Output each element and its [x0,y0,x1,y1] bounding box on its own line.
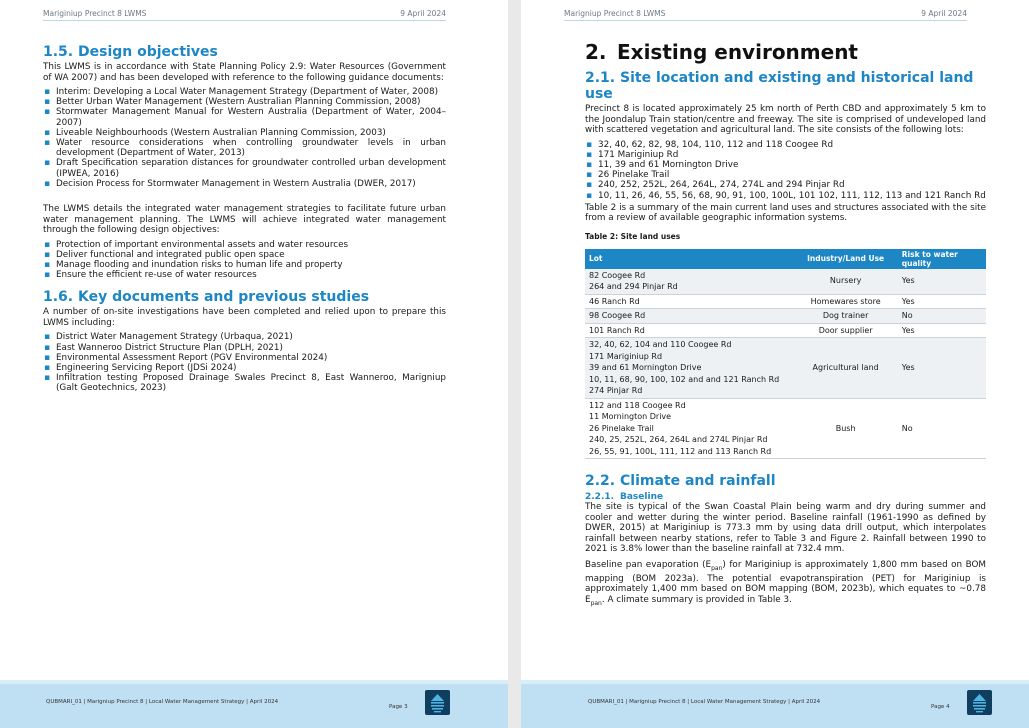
paragraph: This LWMS is in accordance with State Planning Policy 2.9: Water Resources (Government of WA 2007) and has been developed with reference to the following guidance documents: [43,62,446,83]
lot-line: 240, 25, 252L, 264, 264L and 274L Pinjar Rd [589,435,768,445]
text-run: . A climate summary is provided in Table 3. [601,594,792,605]
section-heading-2-2 [585,473,986,489]
running-header [43,9,446,21]
subsection-heading-2-2-1 [585,492,986,502]
lot-line: 46 Ranch Rd [589,296,640,306]
document-page-4 [521,0,1029,728]
text-run: ) for Mariginiup is approximately 1,800 mm based on BOM mapping (BOM 2023a). The potential evapotranspiration (PET) for Mariginiup is approximately 1,400 mm based on BOM mapping (BOM, 2023b), which equates to ~0.78 E [585,559,986,605]
list-item: ▪ 11, 39 and 61 Mornington Drive [585,160,986,170]
land-use-cell: Door supplier [794,323,898,338]
lot-line: 39 and 61 Mornington Drive [589,363,702,373]
paragraph [585,560,986,610]
list-item: ▪ 10, 11, 26, 46, 55, 56, 68, 90, 91, 100, 100L, 101 102, 111, 112, 113 and 121 Ranch Rd [585,191,986,201]
section-number: 1.6. [43,289,74,306]
lot-line: 264 and 294 Pinjar Rd [589,282,678,292]
page-number: Page 3 [389,704,408,710]
chapter-title: Existing environment [617,40,858,64]
list-item: ▪ Liveable Neighbourhoods (Western Australian Planning Commission, 2003) [43,128,446,138]
company-logo [425,690,450,715]
land-use-cell: Dog trainer [794,309,898,324]
company-logo [967,690,992,715]
lots-list [585,140,986,201]
table-row [585,309,986,324]
paragraph: A number of on-site investigations have been completed and relied upon to prepare this LWMS including: [43,307,446,328]
list-item: ▪ Stormwater Management Manual for Western Australia (Department of Water, 2004–2007) [43,107,446,127]
subsection-title: Baseline [620,492,664,503]
column-header: Risk to water quality [898,249,986,269]
lot-line: 10, 11, 68, 90, 100, 102 and and 121 Ranch Rd [589,374,780,384]
subscript: pan [590,599,602,607]
list-item: ▪ 240, 252, 252L, 264, 264L, 274, 274L and 294 Pinjar Rd [585,180,986,190]
lot-line: 101 Ranch Rd [589,325,645,335]
lot-line: 11 Mornington Drive [589,412,672,422]
table-row [585,338,986,399]
risk-cell: No [898,398,986,459]
section-heading-1-5 [43,44,446,60]
subsection-number: 2.2.1. [585,492,615,503]
land-use-cell: Agricultural land [794,338,898,399]
table-header-row [585,249,986,269]
section-title: Site location and existing and historical land use [585,70,974,102]
footer-text: QUBMARI_01 | Marigniup Precinct 8 | Local Water Management Strategy | April 2024 [588,699,821,705]
section-title: Climate and rainfall [620,473,776,490]
lot-cell [585,398,794,459]
paragraph: Precinct 8 is located approximately 25 km north of Perth CBD and approximately 5 km to the Joondalup Train station/centre and freeway. The site is comprised of undeveloped land with scattered vegetation and agricultural land. The site consists of the following lots: [585,104,986,135]
lot-cell [585,338,794,399]
list-item: ▪ Decision Process for Stormwater Management in Western Australia (DWER, 2017) [43,179,446,189]
header-title: Mariginiup Precinct 8 LWMS [43,9,147,18]
lot-cell [585,323,794,338]
subscript: pan [711,564,723,572]
key-documents-list [43,332,446,393]
lot-line: 82 Coogee Rd [589,270,646,280]
table-caption: Table 2: Site land uses [585,231,681,241]
risk-cell: Yes [898,269,986,295]
list-item: ▪ 171 Mariginiup Rd [585,150,986,160]
risk-cell: Yes [898,338,986,399]
lot-line: 26 Pinelake Trail [589,423,654,433]
land-use-cell: Bush [794,398,898,459]
column-header: Lot [585,249,794,269]
page-footer [0,684,508,728]
section-title: Key documents and previous studies [78,289,370,306]
list-item: ▪ East Wanneroo District Structure Plan (DPLH, 2021) [43,343,446,353]
lot-line: 26, 55, 91, 100L, 111, 112 and 113 Ranch Rd [589,446,772,456]
chapter-heading-2 [585,40,986,64]
page-body [585,40,986,609]
list-item: ▪ Engineering Servicing Report (JDSi 2024) [43,363,446,373]
list-item: ▪ Better Urban Water Management (Western Australian Planning Commission, 2008) [43,97,446,107]
header-title: Marigniup Precinct 8 LWMS [564,9,666,18]
list-item: ▪ 26 Pinelake Trail [585,170,986,180]
list-item: ▪ Manage flooding and inundation risks to human life and property [43,260,446,270]
paragraph: Table 2 is a summary of the main current land uses and structures associated with the site from a review of available geographic information systems. [585,202,986,224]
section-number: 1.5. [43,44,74,60]
header-date: 9 April 2024 [921,9,967,18]
risk-cell: No [898,309,986,324]
list-item: ▪ 32, 40, 62, 82, 98, 104, 110, 112 and 118 Coogee Rd [585,140,986,150]
lot-line: 32, 40, 62, 104 and 110 Coogee Rd [589,340,732,350]
land-use-cell: Nursery [794,269,898,295]
running-header [564,9,967,21]
lot-cell [585,309,794,324]
text-run: Baseline pan evaporation (E [585,559,712,570]
lot-line: 98 Coogee Rd [589,311,646,321]
section-heading-2-1 [585,70,986,102]
lot-line: 171 Mariginiup Rd [589,351,663,361]
list-item: ▪ Environmental Assessment Report (PGV Environmental 2024) [43,353,446,363]
table-row [585,294,986,309]
guidance-documents-list [43,87,446,189]
risk-cell: Yes [898,323,986,338]
page-body [43,38,446,396]
table-row [585,269,986,295]
list-item: ▪ Interim: Developing a Local Water Management Strategy (Department of Water, 2008) [43,87,446,97]
list-item: ▪ Deliver functional and integrated public open space [43,250,446,260]
footer-text: QUBMARI_01 | Marigniup Precinct 8 | Local Water Management Strategy | April 2024 [46,699,279,705]
section-number: 2.2. [585,473,616,490]
site-land-uses-table [585,249,986,460]
header-date: 9 April 2024 [400,9,446,18]
lot-line: 274 Pinjar Rd [589,386,643,396]
column-header: Industry/Land Use [794,249,898,269]
land-use-cell: Homewares store [794,294,898,309]
table-row [585,323,986,338]
paragraph: The site is typical of the Swan Coastal Plain being warm and dry during summer and cooler and wetter during the winter period. Baseline rainfall (1961-1990 as defined by DWER, 2015) at Mariginiup is 773.3 mm by using data drill output, which interpolates rainfall between nearby stations, refer to Table 3 and Figure 2. Rainfall between 1990 to 2021 is 3.8% lower than the baseline rainfall at 732.4 mm. [585,502,986,555]
footer-band [521,680,1029,684]
lot-cell [585,269,794,295]
list-item: ▪ Water resource considerations when controlling groundwater levels in urban development (Department of Water, 2013) [43,138,446,158]
lot-line: 112 and 118 Coogee Rd [589,400,686,410]
list-item: ▪ Infiltration testing Proposed Drainage Swales Precinct 8, East Wanneroo, Marigniup (Galt Geotechnics, 2023) [43,373,446,393]
document-page-3 [0,0,508,728]
section-heading-1-6 [43,289,446,305]
footer-band [0,680,508,684]
design-objectives-list [43,240,446,281]
list-item: ▪ Draft Specification separation distances for groundwater controlled urban development (IPWEA, 2016) [43,158,446,178]
paragraph: The LWMS details the integrated water management strategies to facilitate future urban water management planning. The LWMS will achieve integrated water management through the following design objectives: [43,204,446,236]
section-number: 2.1. [585,70,616,86]
table-row [585,398,986,459]
list-item: ▪ District Water Management Strategy (Urbaqua, 2021) [43,332,446,342]
risk-cell: Yes [898,294,986,309]
lot-cell [585,294,794,309]
list-item: ▪ Ensure the efficient re-use of water resources [43,270,446,280]
chapter-number: 2. [585,40,607,64]
section-title: Design objectives [78,44,218,60]
page-footer [521,684,1029,728]
list-item: ▪ Protection of important environmental assets and water resources [43,240,446,250]
page-number: Page 4 [931,704,950,710]
